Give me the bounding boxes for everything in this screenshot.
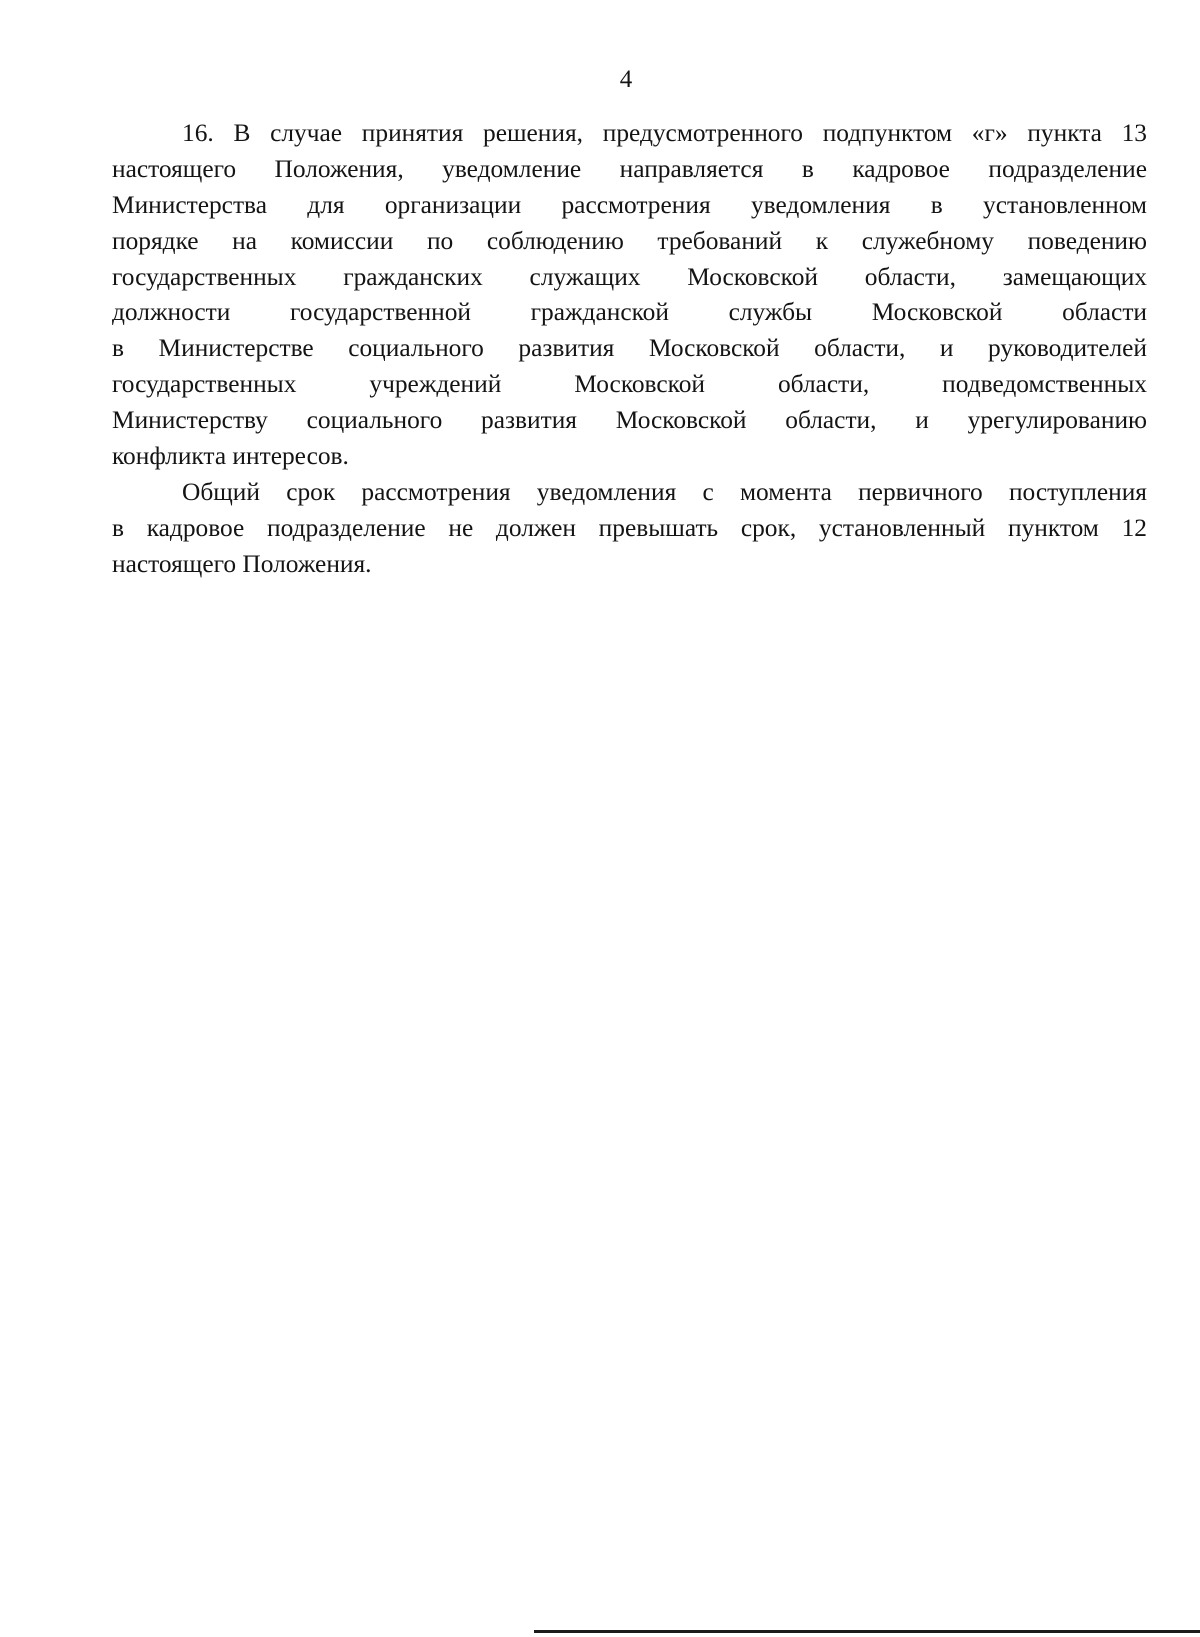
text-line: конфликта интересов. (112, 442, 349, 471)
paragraph-term (112, 475, 1147, 583)
text-line: государственных гражданских служащих Московской области, замещающих (112, 262, 1147, 291)
text-line: Общий срок рассмотрения уведомления с момента первичного поступления (182, 477, 1147, 506)
text-line: порядке на комиссии по соблюдению требований к служебному поведению (112, 226, 1147, 255)
text-line: Министерства для организации рассмотрения уведомления в установленном (112, 190, 1147, 219)
text-line: 16. В случае принятия решения, предусмотренного подпунктом «г» пункта 13 (182, 119, 1147, 147)
text-line: настоящего Положения. (112, 549, 372, 578)
page-number: 4 (619, 66, 633, 93)
text-line: должности государственной гражданской службы Московской области (112, 298, 1147, 327)
text-line: в кадровое подразделение не должен превышать срок, установленный пунктом 12 (112, 513, 1147, 542)
text-line: Министерству социального развития Московской области, и урегулированию (112, 406, 1147, 435)
scan-edge-line (534, 1630, 1200, 1633)
text-line: государственных учреждений Московской области, подведомственных (112, 370, 1147, 399)
paragraph-16 (112, 116, 1147, 475)
document-body (112, 116, 1147, 583)
text-line: в Министерстве социального развития Московской области, и руководителей (112, 334, 1147, 363)
text-line: настоящего Положения, уведомление направляется в кадровое подразделение (112, 154, 1147, 183)
